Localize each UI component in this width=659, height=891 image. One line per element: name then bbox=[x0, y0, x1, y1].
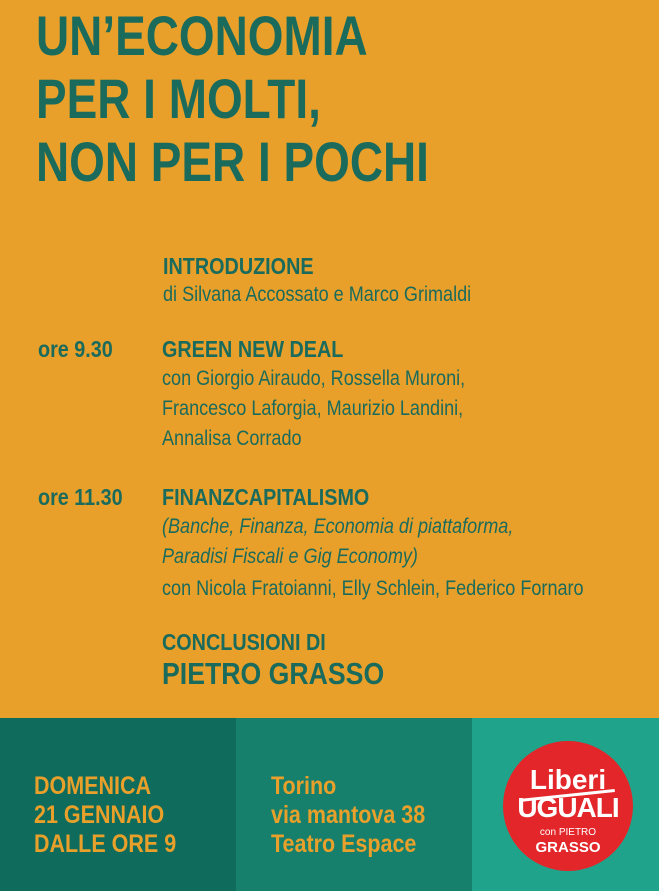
footer-date-line2: 21 GENNAIO bbox=[34, 801, 165, 829]
logo-text-con: con PIETRO bbox=[539, 827, 597, 838]
session1-speakers-line2: Francesco Laforgia, Maurizio Landini, bbox=[162, 397, 464, 420]
poster-title bbox=[36, 4, 429, 193]
title-line-3: NON PER I POCHI bbox=[36, 130, 429, 193]
session2-time: ore 11.30 bbox=[38, 484, 123, 510]
session1-heading: GREEN NEW DEAL bbox=[162, 336, 344, 362]
liberi-uguali-logo bbox=[503, 741, 633, 871]
title-line-2: PER I MOLTI, bbox=[36, 67, 321, 130]
logo-text-grasso: GRASSO bbox=[535, 839, 601, 856]
session1-time: ore 9.30 bbox=[38, 336, 113, 362]
session1-speakers-line1: con Giorgio Airaudo, Rossella Muroni, bbox=[162, 367, 466, 390]
conclusion-heading: CONCLUSIONI DI bbox=[162, 629, 326, 655]
footer-date-line1: DOMENICA bbox=[34, 772, 152, 800]
conclusion-name: PIETRO GRASSO bbox=[162, 656, 385, 691]
session2-subtitle-line1: (Banche, Finanza, Economia di piattaforma, bbox=[162, 515, 514, 538]
footer-city: Torino bbox=[271, 772, 337, 800]
session2-speakers: con Nicola Fratoianni, Elly Schlein, Federico Fornaro bbox=[162, 577, 584, 600]
intro-heading: INTRODUZIONE bbox=[163, 253, 314, 279]
title-line-1: UN’ECONOMIA bbox=[36, 4, 368, 67]
footer-venue: Teatro Espace bbox=[271, 830, 417, 858]
logo-text-uguali: UGUALI bbox=[517, 792, 619, 823]
session1-speakers-line3: Annalisa Corrado bbox=[162, 427, 302, 450]
session2-subtitle-line2: Paradisi Fiscali e Gig Economy) bbox=[162, 545, 418, 568]
footer-date-line3: DALLE ORE 9 bbox=[34, 830, 177, 858]
session2-heading: FINANZCAPITALISMO bbox=[162, 484, 370, 510]
intro-speakers: di Silvana Accossato e Marco Grimaldi bbox=[163, 283, 472, 306]
footer-address: via mantova 38 bbox=[271, 801, 426, 829]
logo-text-liberi: Liberi bbox=[529, 764, 607, 795]
